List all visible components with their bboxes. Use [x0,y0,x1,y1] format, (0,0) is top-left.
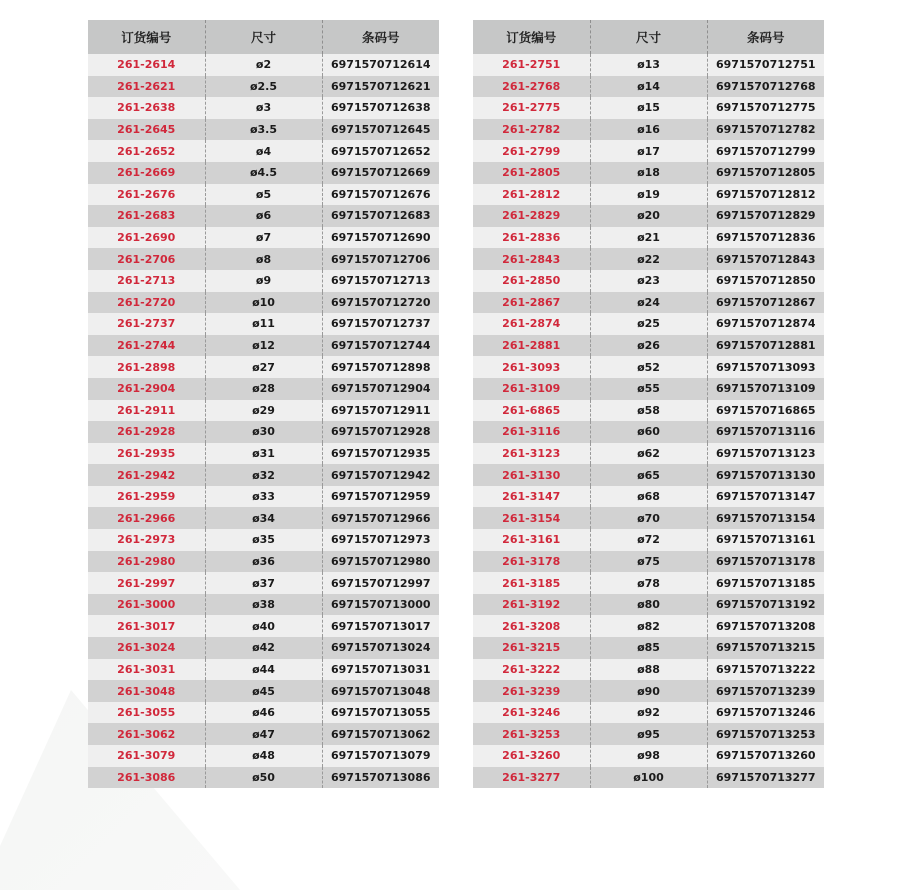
table-row [473,335,824,357]
barcode-cell: 6971570712614 [322,54,439,76]
spec-table-right-body [473,54,824,788]
barcode-cell: 6971570712737 [322,313,439,335]
spec-table-right [473,20,824,788]
barcode-cell: 6971570712782 [707,119,824,141]
header-size: 尺寸 [205,20,322,54]
table-row [88,464,439,486]
order-number-cell: 261-3178 [473,551,590,573]
order-number-cell: 261-2690 [88,227,205,249]
barcode-cell: 6971570712768 [707,76,824,98]
order-number-cell: 261-2799 [473,140,590,162]
barcode-cell: 6971570712850 [707,270,824,292]
table-row [473,572,824,594]
barcode-cell: 6971570713260 [707,745,824,767]
table-row [88,292,439,314]
size-cell: ø52 [590,356,707,378]
size-cell: ø13 [590,54,707,76]
barcode-cell: 6971570712676 [322,184,439,206]
size-cell: ø21 [590,227,707,249]
table-row [88,54,439,76]
table-row [473,140,824,162]
barcode-cell: 6971570712867 [707,292,824,314]
order-number-cell: 261-3000 [88,594,205,616]
table-row [88,162,439,184]
barcode-cell: 6971570713253 [707,723,824,745]
order-number-cell: 261-2928 [88,421,205,443]
order-number-cell: 261-2669 [88,162,205,184]
table-header-row [88,20,439,54]
barcode-cell: 6971570713130 [707,464,824,486]
order-number-cell: 261-2720 [88,292,205,314]
order-number-cell: 261-2775 [473,97,590,119]
order-number-cell: 261-3208 [473,615,590,637]
size-cell: ø95 [590,723,707,745]
size-cell: ø48 [205,745,322,767]
size-cell: ø17 [590,140,707,162]
header-barcode: 条码号 [707,20,824,54]
size-cell: ø20 [590,205,707,227]
barcode-cell: 6971570712713 [322,270,439,292]
size-cell: ø50 [205,767,322,789]
size-cell: ø46 [205,702,322,724]
barcode-cell: 6971570716865 [707,400,824,422]
size-cell: ø88 [590,659,707,681]
barcode-cell: 6971570712669 [322,162,439,184]
size-cell: ø47 [205,723,322,745]
table-row [88,400,439,422]
size-cell: ø4.5 [205,162,322,184]
size-cell: ø3 [205,97,322,119]
order-number-cell: 261-2898 [88,356,205,378]
barcode-cell: 6971570713116 [707,421,824,443]
order-number-cell: 261-2836 [473,227,590,249]
order-number-cell: 261-3222 [473,659,590,681]
order-number-cell: 261-2737 [88,313,205,335]
order-number-cell: 261-2645 [88,119,205,141]
size-cell: ø98 [590,745,707,767]
size-cell: ø35 [205,529,322,551]
size-cell: ø37 [205,572,322,594]
barcode-cell: 6971570712973 [322,529,439,551]
order-number-cell: 261-2935 [88,443,205,465]
order-number-cell: 261-2706 [88,248,205,270]
order-number-cell: 261-3116 [473,421,590,443]
order-number-cell: 261-3215 [473,637,590,659]
barcode-cell: 6971570713154 [707,507,824,529]
size-cell: ø4 [205,140,322,162]
table-row [473,680,824,702]
size-cell: ø3.5 [205,119,322,141]
table-row [88,680,439,702]
barcode-cell: 6971570713161 [707,529,824,551]
barcode-cell: 6971570712799 [707,140,824,162]
order-number-cell: 261-2614 [88,54,205,76]
table-row [473,97,824,119]
order-number-cell: 261-2980 [88,551,205,573]
size-cell: ø28 [205,378,322,400]
barcode-cell: 6971570712683 [322,205,439,227]
size-cell: ø26 [590,335,707,357]
barcode-cell: 6971570713123 [707,443,824,465]
barcode-cell: 6971570712997 [322,572,439,594]
table-row [88,572,439,594]
size-cell: ø2.5 [205,76,322,98]
header-barcode: 条码号 [322,20,439,54]
size-cell: ø31 [205,443,322,465]
order-number-cell: 261-3154 [473,507,590,529]
order-number-cell: 261-2751 [473,54,590,76]
barcode-cell: 6971570713147 [707,486,824,508]
barcode-cell: 6971570712812 [707,184,824,206]
size-cell: ø24 [590,292,707,314]
size-cell: ø19 [590,184,707,206]
table-row [88,637,439,659]
table-row [473,205,824,227]
size-cell: ø34 [205,507,322,529]
order-number-cell: 261-3109 [473,378,590,400]
barcode-cell: 6971570712935 [322,443,439,465]
table-row [473,227,824,249]
barcode-cell: 6971570713222 [707,659,824,681]
barcode-cell: 6971570713215 [707,637,824,659]
size-cell: ø7 [205,227,322,249]
table-row [88,97,439,119]
size-cell: ø18 [590,162,707,184]
table-row [473,486,824,508]
size-cell: ø72 [590,529,707,551]
order-number-cell: 261-3079 [88,745,205,767]
order-number-cell: 261-2713 [88,270,205,292]
table-row [473,76,824,98]
barcode-cell: 6971570713048 [322,680,439,702]
barcode-cell: 6971570712805 [707,162,824,184]
table-row [88,270,439,292]
table-row [473,507,824,529]
barcode-cell: 6971570713192 [707,594,824,616]
order-number-cell: 261-3062 [88,723,205,745]
order-number-cell: 261-3123 [473,443,590,465]
barcode-cell: 6971570712966 [322,507,439,529]
order-number-cell: 261-3185 [473,572,590,594]
barcode-cell: 6971570713109 [707,378,824,400]
order-number-cell: 261-3017 [88,615,205,637]
table-row [473,54,824,76]
order-number-cell: 261-2768 [473,76,590,98]
table-row [473,270,824,292]
table-header-row [473,20,824,54]
barcode-cell: 6971570712898 [322,356,439,378]
table-row [473,313,824,335]
size-cell: ø16 [590,119,707,141]
table-row [473,767,824,789]
order-number-cell: 261-3130 [473,464,590,486]
table-row [88,140,439,162]
header-order-number: 订货编号 [473,20,590,54]
table-row [88,507,439,529]
size-cell: ø44 [205,659,322,681]
spec-table-left [88,20,439,788]
order-number-cell: 261-3055 [88,702,205,724]
table-row [473,702,824,724]
barcode-cell: 6971570712942 [322,464,439,486]
order-number-cell: 261-3086 [88,767,205,789]
table-row [473,745,824,767]
order-number-cell: 261-2904 [88,378,205,400]
table-row [88,745,439,767]
order-number-cell: 261-3048 [88,680,205,702]
order-number-cell: 261-2638 [88,97,205,119]
order-number-cell: 261-2843 [473,248,590,270]
barcode-cell: 6971570712874 [707,313,824,335]
order-number-cell: 261-2744 [88,335,205,357]
size-cell: ø6 [205,205,322,227]
table-row [473,723,824,745]
table-row [88,702,439,724]
order-number-cell: 261-2812 [473,184,590,206]
barcode-cell: 6971570712911 [322,400,439,422]
table-row [88,529,439,551]
barcode-cell: 6971570713185 [707,572,824,594]
size-cell: ø33 [205,486,322,508]
size-cell: ø27 [205,356,322,378]
size-cell: ø5 [205,184,322,206]
size-cell: ø40 [205,615,322,637]
barcode-cell: 6971570712928 [322,421,439,443]
order-number-cell: 261-2683 [88,205,205,227]
barcode-cell: 6971570713055 [322,702,439,724]
size-cell: ø9 [205,270,322,292]
size-cell: ø29 [205,400,322,422]
table-row [88,356,439,378]
barcode-cell: 6971570712980 [322,551,439,573]
barcode-cell: 6971570712959 [322,486,439,508]
table-row [88,767,439,789]
table-row [88,615,439,637]
table-row [88,659,439,681]
table-row [88,76,439,98]
table-row [473,292,824,314]
barcode-cell: 6971570712881 [707,335,824,357]
size-cell: ø32 [205,464,322,486]
order-number-cell: 261-2911 [88,400,205,422]
table-row [473,551,824,573]
size-cell: ø82 [590,615,707,637]
table-row [473,659,824,681]
order-number-cell: 261-3031 [88,659,205,681]
size-cell: ø70 [590,507,707,529]
size-cell: ø14 [590,76,707,98]
size-cell: ø36 [205,551,322,573]
order-number-cell: 261-3253 [473,723,590,745]
spec-table-left-body [88,54,439,788]
size-cell: ø15 [590,97,707,119]
order-number-cell: 261-2867 [473,292,590,314]
size-cell: ø78 [590,572,707,594]
order-number-cell: 261-2966 [88,507,205,529]
barcode-cell: 6971570713277 [707,767,824,789]
size-cell: ø2 [205,54,322,76]
table-row [88,313,439,335]
barcode-cell: 6971570712775 [707,97,824,119]
size-cell: ø25 [590,313,707,335]
table-row [88,551,439,573]
barcode-cell: 6971570713239 [707,680,824,702]
barcode-cell: 6971570712829 [707,205,824,227]
size-cell: ø22 [590,248,707,270]
barcode-cell: 6971570712904 [322,378,439,400]
size-cell: ø58 [590,400,707,422]
table-row [473,421,824,443]
barcode-cell: 6971570713246 [707,702,824,724]
barcode-cell: 6971570713024 [322,637,439,659]
table-row [473,378,824,400]
order-number-cell: 261-2829 [473,205,590,227]
table-row [473,400,824,422]
table-row [88,486,439,508]
barcode-cell: 6971570713093 [707,356,824,378]
barcode-cell: 6971570713208 [707,615,824,637]
order-number-cell: 261-3147 [473,486,590,508]
barcode-cell: 6971570712638 [322,97,439,119]
barcode-cell: 6971570712645 [322,119,439,141]
table-row [473,443,824,465]
size-cell: ø80 [590,594,707,616]
header-size: 尺寸 [590,20,707,54]
order-number-cell: 261-3260 [473,745,590,767]
table-row [88,421,439,443]
order-number-cell: 261-3239 [473,680,590,702]
barcode-cell: 6971570712836 [707,227,824,249]
table-row [473,464,824,486]
size-cell: ø12 [205,335,322,357]
table-row [88,205,439,227]
barcode-cell: 6971570713079 [322,745,439,767]
size-cell: ø100 [590,767,707,789]
barcode-cell: 6971570712751 [707,54,824,76]
barcode-cell: 6971570713017 [322,615,439,637]
size-cell: ø68 [590,486,707,508]
barcode-cell: 6971570713062 [322,723,439,745]
barcode-cell: 6971570712652 [322,140,439,162]
table-row [88,248,439,270]
table-row [473,529,824,551]
order-number-cell: 261-3277 [473,767,590,789]
order-number-cell: 261-2676 [88,184,205,206]
header-order-number: 订货编号 [88,20,205,54]
order-number-cell: 261-2997 [88,572,205,594]
size-cell: ø60 [590,421,707,443]
order-number-cell: 261-2850 [473,270,590,292]
size-cell: ø62 [590,443,707,465]
order-number-cell: 261-2973 [88,529,205,551]
size-cell: ø42 [205,637,322,659]
size-cell: ø30 [205,421,322,443]
order-number-cell: 261-3192 [473,594,590,616]
order-number-cell: 261-6865 [473,400,590,422]
size-cell: ø85 [590,637,707,659]
order-number-cell: 261-2881 [473,335,590,357]
table-row [473,615,824,637]
order-number-cell: 261-2621 [88,76,205,98]
barcode-cell: 6971570712744 [322,335,439,357]
size-cell: ø38 [205,594,322,616]
table-row [88,594,439,616]
size-cell: ø92 [590,702,707,724]
barcode-cell: 6971570713031 [322,659,439,681]
order-number-cell: 261-2782 [473,119,590,141]
table-row [473,356,824,378]
order-number-cell: 261-2959 [88,486,205,508]
size-cell: ø65 [590,464,707,486]
table-row [473,594,824,616]
order-number-cell: 261-3161 [473,529,590,551]
barcode-cell: 6971570712720 [322,292,439,314]
order-number-cell: 261-2652 [88,140,205,162]
table-row [473,637,824,659]
table-row [88,378,439,400]
barcode-cell: 6971570713178 [707,551,824,573]
table-row [88,335,439,357]
size-cell: ø90 [590,680,707,702]
order-number-cell: 261-3246 [473,702,590,724]
barcode-cell: 6971570713000 [322,594,439,616]
order-number-cell: 261-2874 [473,313,590,335]
size-cell: ø10 [205,292,322,314]
table-row [473,184,824,206]
size-cell: ø55 [590,378,707,400]
size-cell: ø8 [205,248,322,270]
table-row [473,162,824,184]
table-row [473,119,824,141]
table-row [88,443,439,465]
table-row [473,248,824,270]
barcode-cell: 6971570712843 [707,248,824,270]
order-number-cell: 261-2942 [88,464,205,486]
order-number-cell: 261-2805 [473,162,590,184]
size-cell: ø23 [590,270,707,292]
barcode-cell: 6971570712706 [322,248,439,270]
order-number-cell: 261-3024 [88,637,205,659]
barcode-cell: 6971570712690 [322,227,439,249]
table-row [88,184,439,206]
size-cell: ø75 [590,551,707,573]
order-number-cell: 261-3093 [473,356,590,378]
barcode-cell: 6971570713086 [322,767,439,789]
table-row [88,723,439,745]
size-cell: ø11 [205,313,322,335]
table-row [88,119,439,141]
table-row [88,227,439,249]
barcode-cell: 6971570712621 [322,76,439,98]
size-cell: ø45 [205,680,322,702]
